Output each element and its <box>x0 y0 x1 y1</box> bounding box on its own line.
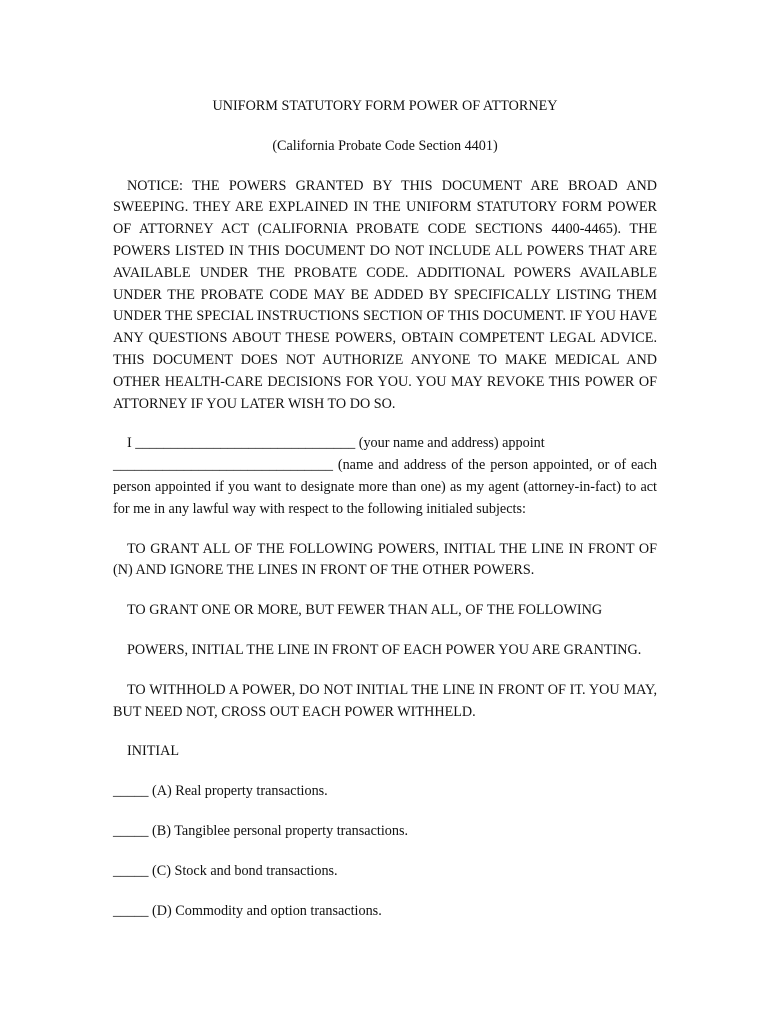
initial-blank-c[interactable]: _____ <box>113 862 149 879</box>
power-label-b: (B) Tangiblee personal property transactions. <box>152 822 409 839</box>
initial-blank-a[interactable]: _____ <box>113 783 149 800</box>
principal-name-blank[interactable]: _______________________________ <box>135 435 356 452</box>
power-item-c <box>113 861 657 883</box>
principal-name-label: (your name and address) appoint <box>358 435 545 452</box>
document-title: UNIFORM STATUTORY FORM POWER OF ATTORNEY <box>212 98 558 114</box>
power-item-d <box>113 901 657 923</box>
power-label-c: (C) Stock and bond transactions. <box>152 862 338 879</box>
grant-some-instruction-2: POWERS, INITIAL THE LINE IN FRONT OF EACH POWER YOU ARE GRANTING. <box>127 641 642 658</box>
grant-all-instruction: TO GRANT ALL OF THE FOLLOWING POWERS, INITIAL THE LINE IN FRONT OF (N) AND IGNORE THE LINES IN FRONT OF THE OTHER POWERS. <box>113 540 657 579</box>
appoint-i-label: I <box>127 435 132 452</box>
agent-name-blank[interactable]: _______________________________ <box>113 457 333 474</box>
document-page <box>113 96 657 922</box>
power-item-a <box>113 781 657 803</box>
power-label-d: (D) Commodity and option transactions. <box>152 902 382 919</box>
initial-heading: INITIAL <box>127 743 179 760</box>
initial-blank-b[interactable]: _____ <box>113 822 149 839</box>
grant-some-instruction-1: TO GRANT ONE OR MORE, BUT FEWER THAN ALL, OF THE FOLLOWING <box>127 602 603 619</box>
agent-description: (name and address of the person appointed, or of each person appointed if you want to designate more than one) as my agent (attorney-in-fact) to act for me in any lawful way with respect to the following initialed subjects: <box>113 457 657 517</box>
appointment-paragraph <box>113 433 657 520</box>
notice-paragraph: NOTICE: THE POWERS GRANTED BY THIS DOCUMENT ARE BROAD AND SWEEPING. THEY ARE EXPLAINED IN THE UNIFORM STATUTORY FORM POWER OF ATTORNEY ACT (CALIFORNIA PROBATE CODE SECTIONS 4400-4465). THE POWERS LISTED IN THIS DOCUMENT DO NOT INCLUDE ALL POWERS THAT ARE AVAILABLE UNDER THE PROBATE CODE. ADDITIONAL POWERS AVAILABLE UNDER THE PROBATE CODE MAY BE ADDED BY SPECIFICALLY LISTING THEM UNDER THE SPECIAL INSTRUCTIONS SECTION OF THIS DOCUMENT. IF YOU HAVE ANY QUESTIONS ABOUT THESE POWERS, OBTAIN COMPETENT LEGAL ADVICE. THIS DOCUMENT DOES NOT AUTHORIZE ANYONE TO MAKE MEDICAL AND OTHER HEALTH-CARE DECISIONS FOR YOU. YOU MAY REVOKE THIS POWER OF ATTORNEY IF YOU LATER WISH TO DO SO. <box>113 177 657 412</box>
initial-blank-d[interactable]: _____ <box>113 902 149 919</box>
withhold-instruction: TO WITHHOLD A POWER, DO NOT INITIAL THE LINE IN FRONT OF IT. YOU MAY, BUT NEED NOT, CROSS OUT EACH POWER WITHHELD. <box>113 681 657 720</box>
document-subtitle: (California Probate Code Section 4401) <box>272 137 498 154</box>
power-label-a: (A) Real property transactions. <box>152 783 328 800</box>
power-item-b <box>113 821 657 843</box>
